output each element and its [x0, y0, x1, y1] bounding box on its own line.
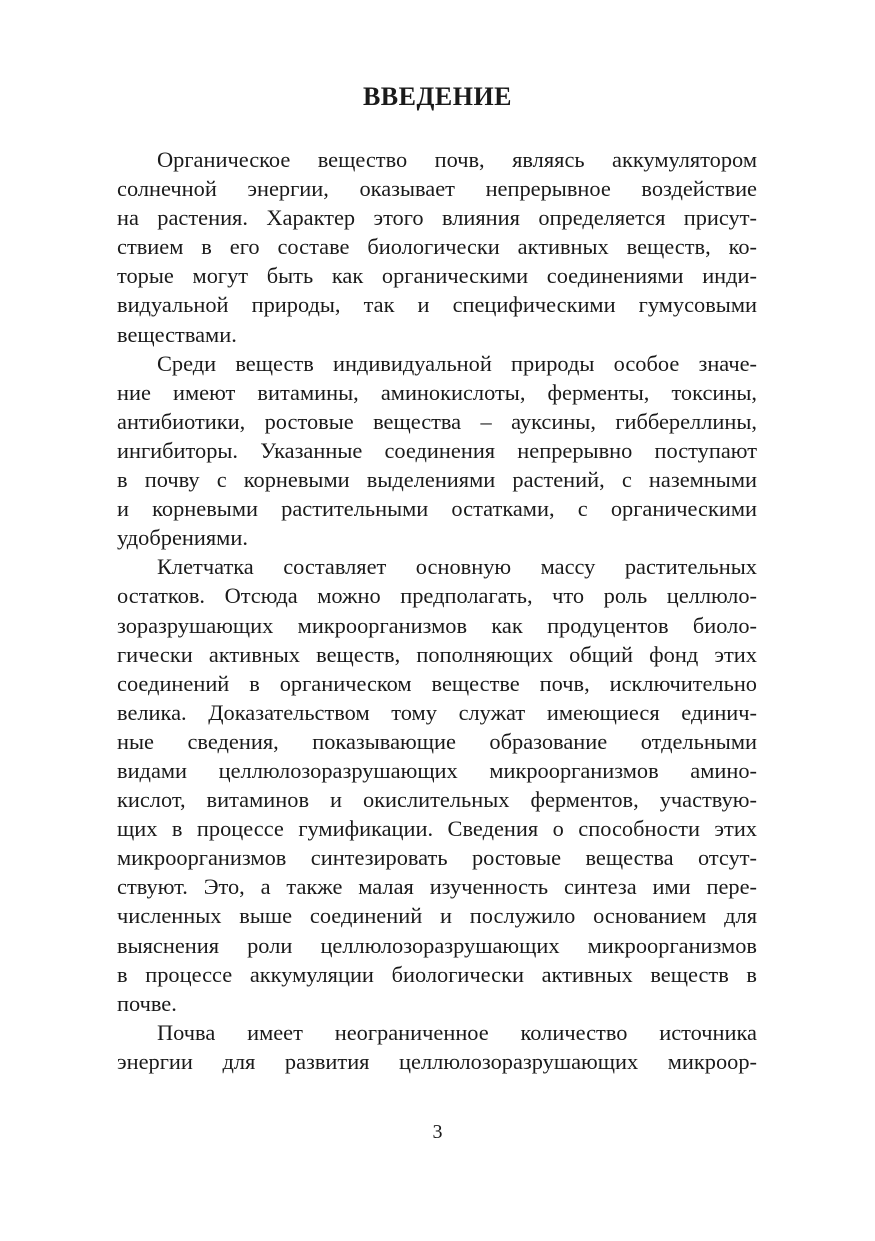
text-line: солнечной энергии, оказывает непрерывное воздействие [117, 176, 757, 202]
body-text [117, 145, 757, 1076]
text-line: ные сведения, показывающие образование отдельными [117, 728, 757, 754]
paragraph [117, 552, 757, 1018]
text-line: выяснения роли целлюлозоразрушающих микроорганизмов [117, 932, 757, 958]
text-line: в почву с корневыми выделениями растений, с наземными [117, 467, 757, 493]
text-line: гически активных веществ, пополняющих общий фонд этих [117, 641, 757, 667]
text-line: ствуют. Это, а также малая изученность синтеза ими пере- [117, 874, 757, 900]
text-line: кислот, витаминов и окислительных ферментов, участвую- [117, 787, 757, 813]
text-line: Клетчатка составляет основную массу растительных [157, 554, 757, 580]
text-line: щих в процессе гумификации. Сведения о способности этих [117, 816, 757, 842]
paragraph [117, 145, 757, 349]
text-line: энергии для развития целлюлозоразрушающих микроор- [117, 1048, 757, 1074]
text-line: торые могут быть как органическими соединениями инди- [117, 263, 757, 289]
page-title: ВВЕДЕНИЕ [362, 82, 513, 111]
paragraph [117, 349, 757, 553]
text-line: Органическое вещество почв, являясь аккумулятором [157, 147, 757, 172]
text-line: антибиотики, ростовые вещества – ауксины, гиббереллины, [117, 408, 757, 434]
text-line: почве. [117, 990, 177, 1016]
text-line: Среди веществ индивидуальной природы особое значе- [157, 350, 757, 376]
text-line: зоразрушающих микроорганизмов как продуцентов биоло- [117, 612, 757, 638]
text-line: ингибиторы. Указанные соединения непрерывно поступают [117, 437, 757, 463]
text-line: соединений в органическом веществе почв, исключительно [117, 670, 757, 696]
text-line: велика. Доказательством тому служат имеющиеся единич- [117, 699, 757, 725]
text-line: ствием в его составе биологически активных веществ, ко- [117, 234, 757, 260]
text-line: веществами. [117, 321, 237, 347]
text-line: видами целлюлозоразрушающих микроорганизмов амино- [117, 757, 757, 783]
page-number: 3 [432, 1121, 443, 1143]
text-line: и корневыми растительными остатками, с органическими [117, 496, 757, 522]
text-line: микроорганизмов синтезировать ростовые вещества отсут- [117, 845, 757, 871]
text-line: остатков. Отсюда можно предполагать, что роль целлюло- [117, 583, 757, 609]
paragraph [117, 1018, 757, 1076]
text-line: видуальной природы, так и специфическими гумусовыми [117, 292, 757, 318]
text-line: численных выше соединений и послужило основанием для [117, 903, 757, 929]
text-line: в процессе аккумуляции биологически активных веществ в [117, 961, 757, 987]
text-line: удобрениями. [117, 525, 248, 551]
text-line: на растения. Характер этого влияния определяется присут- [117, 205, 757, 231]
text-line: ние имеют витамины, аминокислоты, ферменты, токсины, [117, 379, 757, 405]
text-line: Почва имеет неограниченное количество источника [157, 1019, 757, 1045]
